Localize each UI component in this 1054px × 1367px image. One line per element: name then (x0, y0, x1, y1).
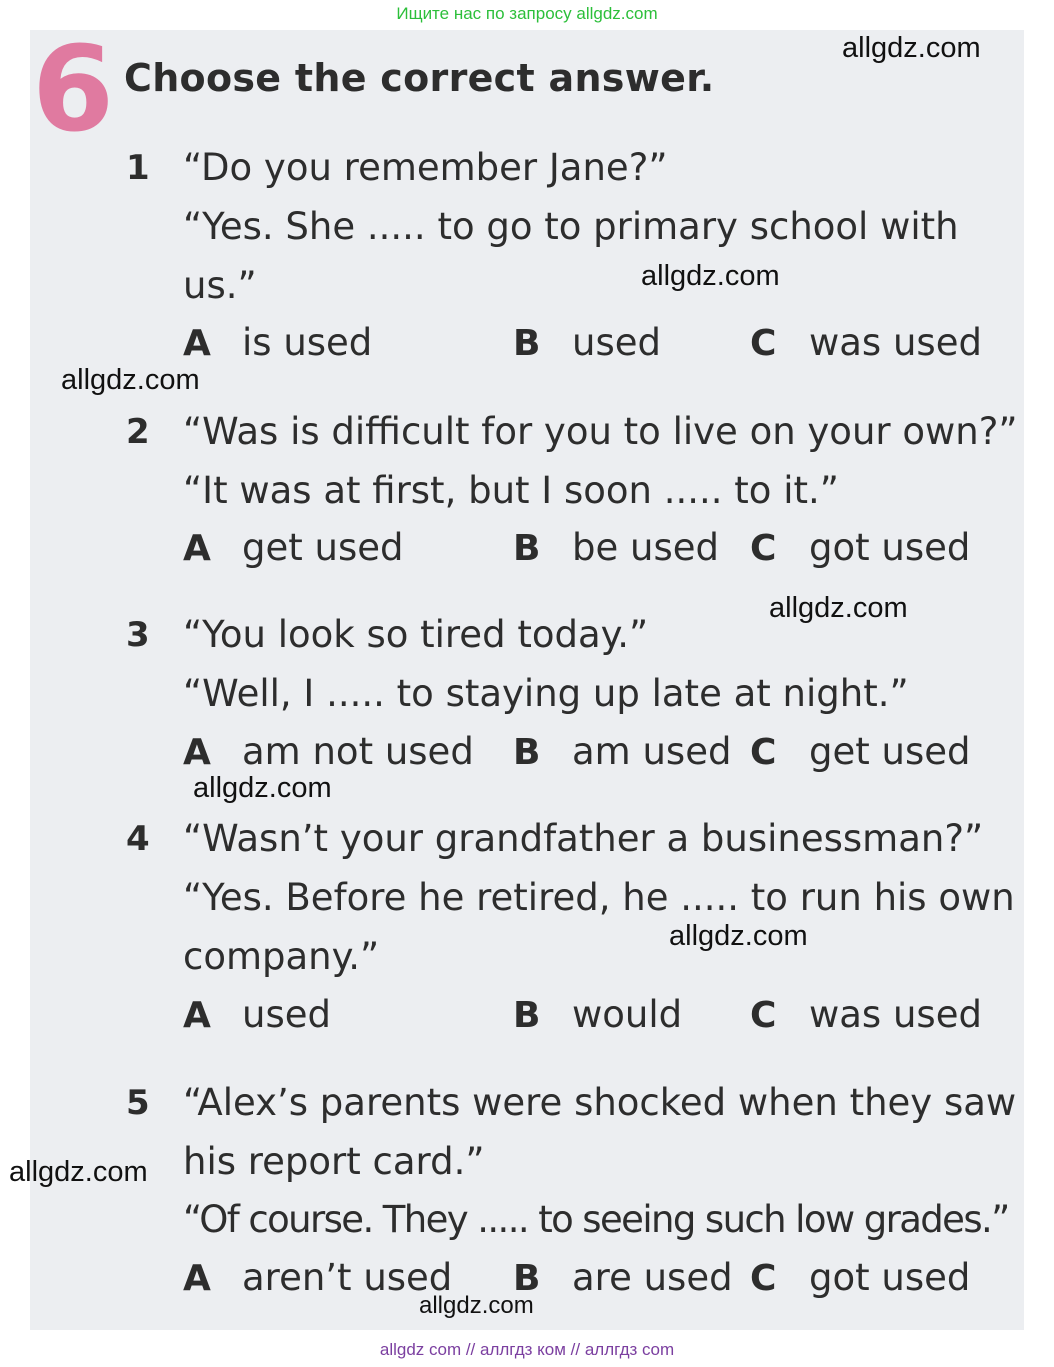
question-4-option-a-letter: A (183, 995, 211, 1036)
question-1-option-c-letter: C (750, 323, 777, 364)
question-2-option-b[interactable]: be used (572, 526, 719, 569)
question-3-option-c[interactable]: get used (809, 730, 971, 773)
question-4-option-b-letter: B (513, 995, 541, 1036)
question-1-option-a[interactable]: is used (242, 321, 373, 364)
question-1-option-b[interactable]: used (572, 321, 661, 364)
question-3-line-1: “You look so tired today.” (183, 613, 649, 656)
exercise-number: 6 (32, 20, 115, 158)
question-5-line-1: “Alex’s parents were shocked when they saw (183, 1081, 1017, 1124)
question-1-option-c[interactable]: was used (809, 321, 982, 364)
question-3-option-a[interactable]: am not used (242, 730, 474, 773)
watermark: allgdz.com (9, 1156, 148, 1188)
question-4-option-c[interactable]: was used (809, 993, 982, 1036)
question-5-option-a-letter: A (183, 1258, 211, 1299)
question-3-option-b-letter: B (513, 732, 541, 773)
question-5-option-c[interactable]: got used (809, 1256, 971, 1299)
watermark: allgdz.com (61, 364, 200, 396)
question-2-line-2: “It was at first, but I soon ..... to it.” (183, 469, 839, 512)
footer-links[interactable]: allgdz com // аллгдз ком // аллгдз com (379, 1340, 675, 1359)
top-search-notice: Ищите нас по запросу allgdz.com (396, 4, 658, 23)
watermark: allgdz.com (669, 920, 808, 952)
question-5-option-a[interactable]: aren’t used (242, 1256, 453, 1299)
question-1-line-1: “Do you remember Jane?” (183, 146, 668, 189)
question-2-line-1: “Was is difficult for you to live on your own?” (183, 410, 1018, 453)
question-3-line-2: “Well, I ..... to staying up late at night.” (183, 672, 909, 715)
question-5-option-b[interactable]: are used (572, 1256, 733, 1299)
question-1-line-2: “Yes. She ..... to go to primary school with (183, 205, 959, 248)
question-1-line-3: us.” (183, 264, 257, 307)
watermark: allgdz.com (193, 772, 332, 804)
question-1-option-a-letter: A (183, 323, 211, 364)
question-2-number: 2 (126, 412, 150, 452)
question-3-option-a-letter: A (183, 732, 211, 773)
question-4-line-1: “Wasn’t your grandfather a businessman?” (183, 817, 984, 860)
question-1-number: 1 (126, 148, 150, 188)
question-4-line-2: “Yes. Before he retired, he ..... to run his own (183, 876, 1015, 919)
question-2-option-a-letter: A (183, 528, 211, 569)
question-5-line-2: his report card.” (183, 1140, 485, 1183)
exercise-title: Choose the correct answer. (124, 56, 715, 100)
watermark: allgdz.com (419, 1292, 534, 1319)
question-4-number: 4 (126, 819, 150, 859)
question-5-line-3: “Of course. They ..... to seeing such low grades.” (183, 1198, 1009, 1241)
question-2-option-a[interactable]: get used (242, 526, 404, 569)
watermark: allgdz.com (769, 592, 908, 624)
watermark: allgdz.com (641, 260, 780, 292)
question-5-number: 5 (126, 1083, 150, 1123)
question-3-option-b[interactable]: am used (572, 730, 732, 773)
question-2-option-b-letter: B (513, 528, 541, 569)
question-3-option-c-letter: C (750, 732, 777, 773)
question-2-option-c[interactable]: got used (809, 526, 971, 569)
question-2-option-c-letter: C (750, 528, 777, 569)
question-4-option-a[interactable]: used (242, 993, 331, 1036)
question-4-line-3: company.” (183, 935, 380, 978)
question-5-option-b-letter: B (513, 1258, 541, 1299)
question-4-option-c-letter: C (750, 995, 777, 1036)
watermark: allgdz.com (842, 32, 981, 64)
question-5-option-c-letter: C (750, 1258, 777, 1299)
question-4-option-b[interactable]: would (572, 993, 683, 1036)
question-3-number: 3 (126, 615, 150, 655)
question-1-option-b-letter: B (513, 323, 541, 364)
